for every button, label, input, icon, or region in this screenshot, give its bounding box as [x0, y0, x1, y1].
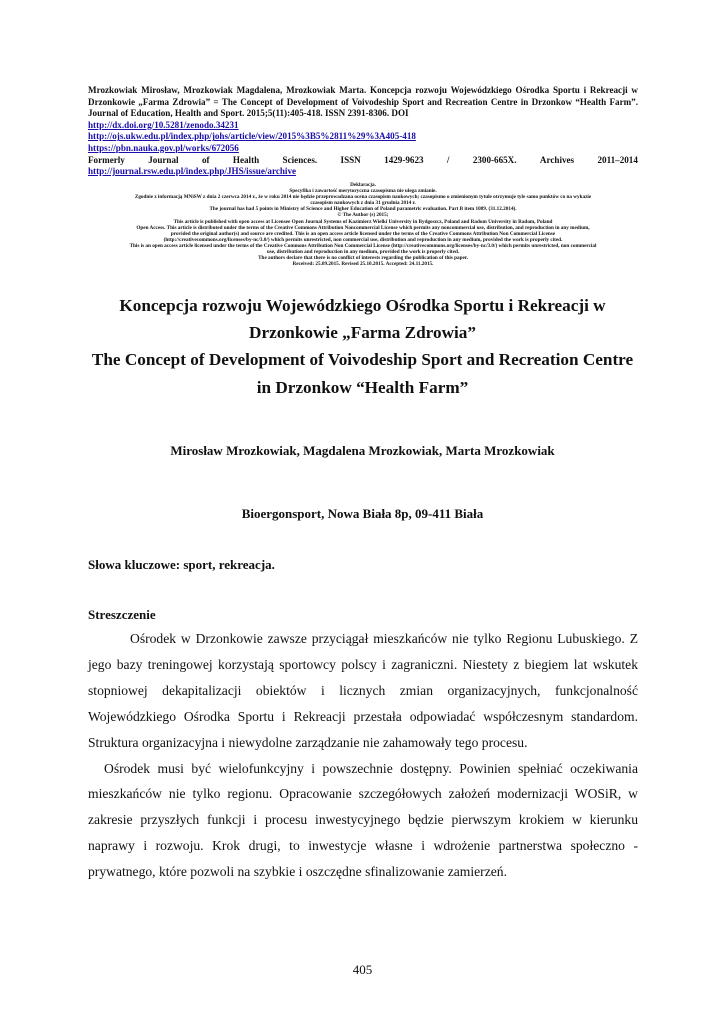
declaration-line: The authors declare that there is no conflict of interests regarding the publication of this paper. — [258, 255, 468, 262]
declaration-line: (http://creativecommons.org/licenses/by-nc/3.0/) which permits unrestricted, non commercial use, distribution and reproduction in any medium, provided the work is properly cited. — [163, 236, 563, 243]
formerly-word: ISSN — [340, 154, 361, 165]
title-pl-line-1: Koncepcja rozwoju Wojewódzkiego Ośrodka Sportu i Rekreacji w — [119, 296, 606, 315]
declaration-line: Deklaracja. — [350, 182, 376, 188]
declaration-line: Specyfika i zawartość merytoryczna czasopisma nie ulega zmianie. — [289, 188, 437, 195]
formerly-word: Archives — [539, 154, 575, 165]
formerly-word: 2011–2014 — [597, 154, 638, 165]
abstract-body — [88, 626, 638, 885]
formerly-word: Formerly — [88, 154, 125, 165]
declaration-line: provided the original author(s) and source are credited. This is an open access article licensed under the terms of the Creative Commons Attribution Non Commercial License — [170, 230, 556, 237]
title-en-line-1: The Concept of Development of Voivodeship Sport and Recreation Centre — [91, 350, 634, 370]
abstract-paragraph-2: Ośrodek musi być wielofunkcyjny i powszechnie dostępny. Powinien spełniać oczekiwania mieszkańców nie tylko regionu. Opracowanie szczegółowych założeń modernizacji WOSiR, w zakresie przyszłych funkcji i procesu inwestycyjnego będzie pierwszym krokiem w kierunku naprawy i rozwoju. Krok drugi, to inwestycje własne i wdrożenie partnerstwa społeczno - prywatnego, które pozwoli na szybkie i oszczędne sfinalizowanie zamierzeń. — [88, 760, 638, 880]
declaration-line: © The Author (s) 2015; — [337, 212, 389, 219]
article-title — [60, 292, 665, 401]
keywords: Słowa kluczowe: sport, rekreacja. — [88, 557, 275, 572]
declaration-line: czasopism naukowych z dnia 31 grudnia 2014 r. — [310, 200, 416, 207]
formerly-line — [88, 155, 638, 167]
declaration-line: The journal has had 5 points in Ministry of Science and Higher Education of Poland parametric evaluation. Part B item 1089. (31.12.2014). — [209, 206, 517, 213]
declaration-line: This article is published with open access at Licensee Open Journal Systems of Kazimierz Wielki University in Bydgoszcz, Poland and Radom University in Radom, Poland — [173, 218, 553, 225]
page-number: 405 — [352, 962, 373, 977]
declaration-line: Received: 25.09.2015. Revised 25.10.2015. Accepted: 24.11.2015. — [292, 261, 434, 268]
formerly-word: Health — [232, 154, 260, 165]
citation-text: Mrozkowiak Mirosław, Mrozkowiak Magdalena, Mrozkowiak Marta. Koncepcja rozwoju Wojewódzkiego Ośrodka Sportu i Rekreacji w Drzonkowie „Farma Zdrowia” = The Concept of Development of Voivodeship Sport and Recreation Centre in Drzonkow “Health Farm”. Journal of Education, Health and Sport. 2015;5(11):405-418. ISSN 2391-8306. DOI — [88, 85, 638, 119]
declaration-block — [88, 182, 638, 267]
formerly-word: 1429-9623 — [384, 154, 424, 165]
title-pl-line-2: Drzonkowie „Farma Zdrowia” — [249, 323, 476, 343]
declaration-line: use, distribution and reproduction in any medium, provided the work is properly cited. — [266, 249, 460, 256]
affiliation: Bioergonsport, Nowa Biała 8p, 09-411 Biała — [241, 506, 484, 521]
formerly-word: of — [201, 154, 210, 165]
citation-block — [88, 85, 638, 178]
title-en-line-2: in Drzonkow “Health Farm” — [256, 377, 469, 397]
pbn-link[interactable]: https://pbn.nauka.gov.pl/works/672056 — [88, 142, 239, 153]
formerly-word: 2300-665X. — [472, 154, 517, 165]
authors: Mirosław Mrozkowiak, Magdalena Mrozkowiak, Marta Mrozkowiak — [170, 443, 555, 458]
formerly-word: / — [446, 154, 450, 165]
declaration-line: This is an open access article licensed under the terms of the Creative Commons Attribution Non Commercial License (http://creativecommons.org/licenses/by-nc/3.0/) which permits unrestricted, non commercial — [129, 242, 597, 249]
ojs-link[interactable]: http://ojs.ukw.edu.pl/index.php/johs/article/view/2015%3B5%2811%29%3A405-418 — [88, 131, 416, 142]
abstract-paragraph-1: Ośrodek w Drzonkowie zawsze przyciągał mieszkańców nie tylko Regionu Lubuskiego. Z jego bazy treningowej korzystają sportowcy polscy i zagraniczni. Niestety z biegiem lat wskutek stopniowej dekapitalizacji obiektów i licznych zmian organizacyjnych, funkcjonalność Wojewódzkiego Ośrodka Sportu i Rekreacji przestała odpowiadać współczesnym standardom. Struktura organizacyjna i niewydolne zarządzanie nie zahamowały tego procesu. — [88, 631, 638, 750]
declaration-line: Zgodnie z informacją MNiSW z dnia 2 czerwca 2014 r., że w roku 2014 nie będzie przeprowadzana ocena czasopism naukowych; czasopismo o zmienionym tytule otrzymuje tyle samo punktów co na wykazie — [134, 194, 592, 201]
formerly-word: Sciences. — [282, 154, 318, 165]
abstract-heading: Streszczenie — [88, 607, 156, 622]
formerly-word: Journal — [148, 154, 179, 165]
declaration-line: Open Access. This article is distributed under the terms of the Creative Commons Attribution Noncommercial License which permits any noncommercial use, distribution, and reproduction in any medium, — [136, 224, 590, 231]
doi-link[interactable]: http://dx.doi.org/10.5281/zenodo.34231 — [88, 119, 239, 130]
archive-link[interactable]: http://journal.rsw.edu.pl/index.php/JHS/issue/archive — [88, 166, 297, 177]
